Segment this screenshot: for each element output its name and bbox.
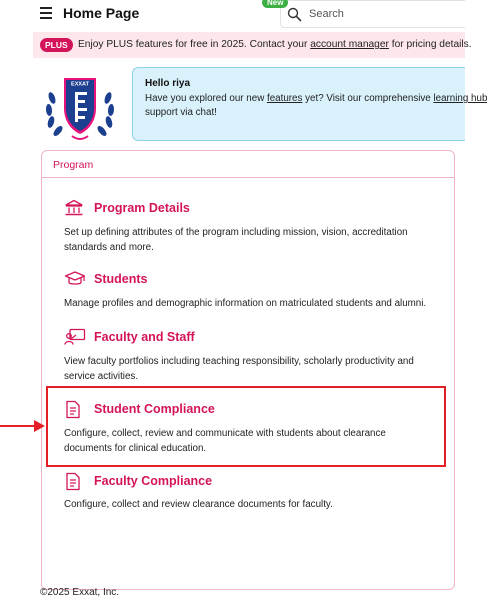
page-title: Home Page bbox=[63, 5, 140, 21]
promo-text-before: Enjoy PLUS features for free in 2025. Contact your bbox=[78, 39, 311, 50]
faculty-and-staff-desc: View faculty portfolios including teaching responsibility, scholarly productivity and service activities. bbox=[64, 356, 414, 382]
program-card-title: Program bbox=[53, 159, 94, 171]
program-details-link[interactable]: Program Details bbox=[94, 201, 190, 215]
faculty-compliance-link[interactable]: Faculty Compliance bbox=[94, 474, 213, 488]
program-details-desc: Set up defining attributes of the program including mission, vision, accreditation standards and more. bbox=[64, 227, 408, 253]
new-badge: New bbox=[262, 0, 288, 8]
promo-text bbox=[78, 39, 472, 50]
learning-hub-link[interactable]: learning hub bbox=[433, 93, 487, 104]
account-manager-link[interactable]: account manager bbox=[310, 39, 389, 50]
logo-wordmark: EXXAT bbox=[71, 81, 89, 88]
student-compliance-desc: Configure, collect, review and communicate with students about clearance documents for clinical education. bbox=[64, 428, 386, 454]
greeting-text-1: Have you explored our new bbox=[145, 93, 267, 104]
presenter-icon bbox=[64, 328, 86, 346]
pointer-arrow-line bbox=[0, 425, 34, 427]
search-icon bbox=[287, 7, 302, 22]
search-input[interactable]: Search bbox=[309, 8, 344, 20]
plus-pill: PLUS bbox=[40, 38, 73, 52]
exxat-crest-icon bbox=[40, 68, 120, 144]
students-desc: Manage profiles and demographic information on matriculated students and alumni. bbox=[64, 298, 427, 309]
document-icon bbox=[65, 472, 81, 491]
faculty-compliance-desc: Configure, collect and review clearance documents for faculty. bbox=[64, 499, 333, 510]
faculty-and-staff-link[interactable]: Faculty and Staff bbox=[94, 330, 195, 344]
greeting-text-3: support via chat! bbox=[145, 107, 217, 118]
program-card-header bbox=[42, 151, 454, 178]
top-header bbox=[0, 0, 465, 30]
features-link[interactable]: features bbox=[267, 93, 303, 104]
greeting-text-2: yet? Visit our comprehensive bbox=[302, 93, 434, 104]
students-link[interactable]: Students bbox=[94, 272, 148, 286]
pointer-arrow-icon bbox=[34, 420, 45, 432]
greeting-panel bbox=[132, 67, 487, 141]
institution-icon bbox=[64, 199, 84, 217]
student-compliance-link[interactable]: Student Compliance bbox=[94, 402, 215, 416]
greeting-body bbox=[145, 92, 487, 120]
promo-text-after: for pricing details. bbox=[388, 39, 472, 50]
footer-copyright: ©2025 Exxat, Inc. bbox=[40, 587, 120, 598]
highlight-box bbox=[46, 386, 446, 467]
program-card bbox=[41, 150, 455, 590]
promo-banner bbox=[33, 32, 472, 58]
exxat-logo bbox=[40, 68, 120, 144]
graduation-cap-icon bbox=[64, 271, 86, 287]
greeting-title: Hello riya bbox=[145, 78, 191, 89]
hamburger-menu-icon[interactable] bbox=[40, 7, 52, 19]
search-box[interactable] bbox=[280, 0, 465, 28]
